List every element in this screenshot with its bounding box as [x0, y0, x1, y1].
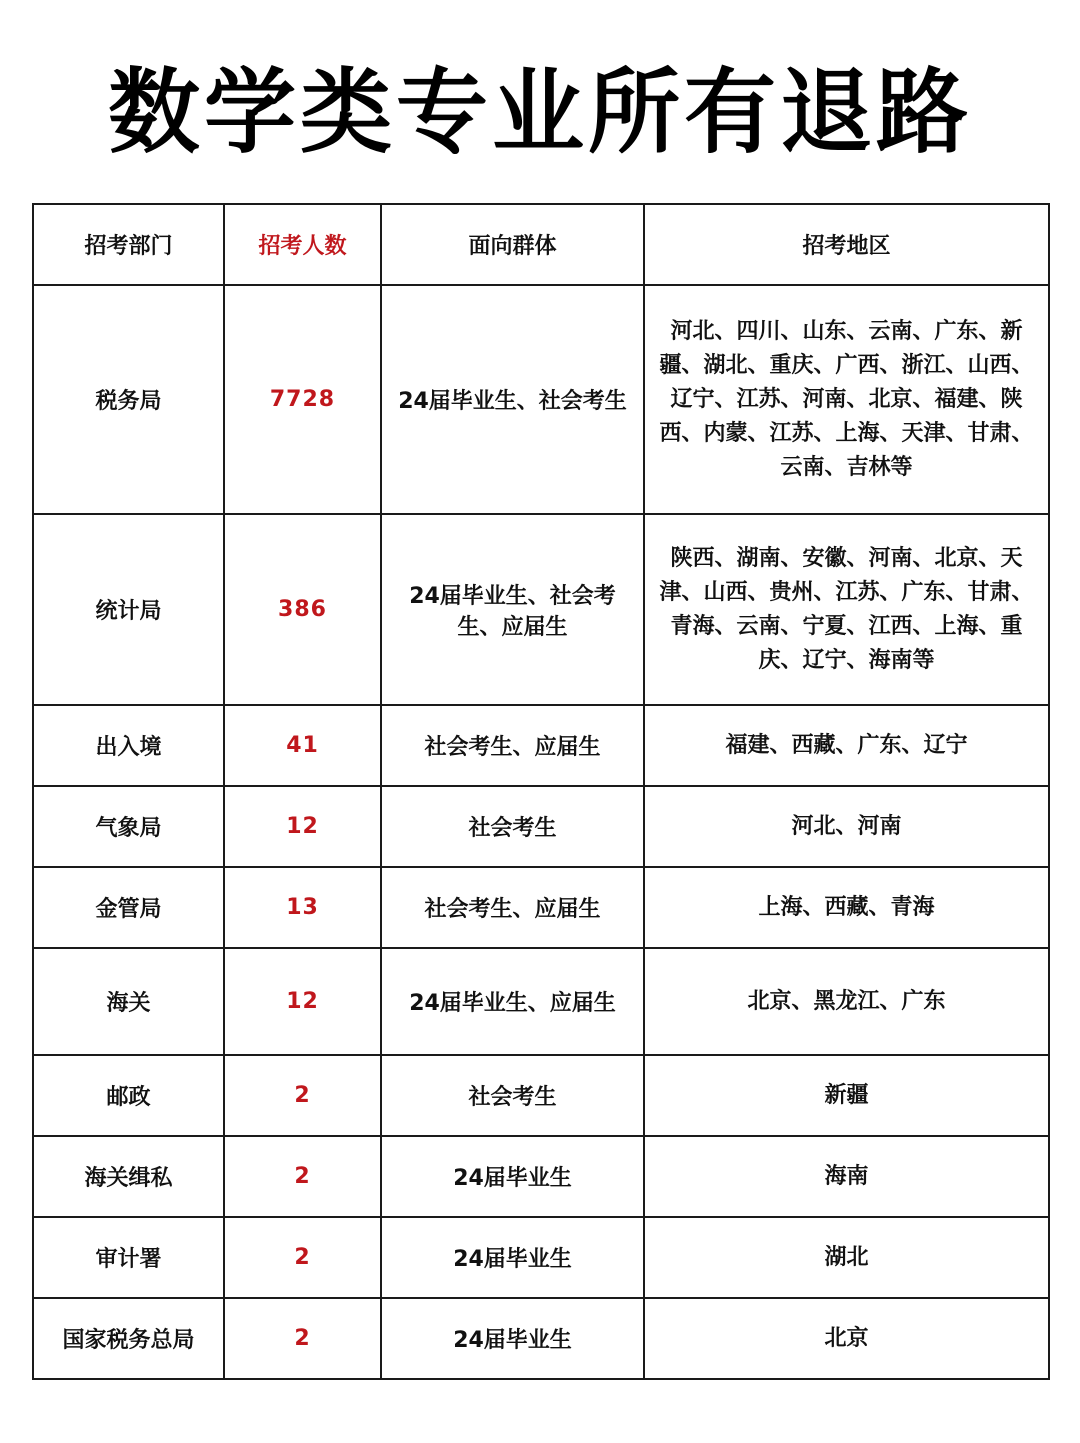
header-dept: 招考部门: [33, 204, 224, 285]
table-row: [33, 1136, 1049, 1217]
count-cell: 7728: [224, 285, 381, 514]
count-cell: 2: [224, 1136, 381, 1217]
dept-cell: 气象局: [33, 786, 224, 867]
count-cell: 2: [224, 1217, 381, 1298]
group-cell: 社会考生、应届生: [381, 867, 644, 948]
region-cell: 福建、西藏、广东、辽宁: [644, 705, 1049, 786]
group-cell: 24届毕业生、社会考生、应届生: [381, 514, 644, 705]
group-cell: 社会考生: [381, 1055, 644, 1136]
recruitment-table: [32, 203, 1050, 1380]
table-row: [33, 285, 1049, 514]
region-cell: 海南: [644, 1136, 1049, 1217]
header-count: 招考人数: [224, 204, 381, 285]
group-cell: 24届毕业生: [381, 1136, 644, 1217]
table-row: [33, 786, 1049, 867]
table-row: [33, 867, 1049, 948]
dept-cell: 金管局: [33, 867, 224, 948]
table-row: [33, 705, 1049, 786]
page-title: 数学类专业所有退路: [107, 59, 972, 166]
region-cell: 湖北: [644, 1217, 1049, 1298]
region-cell: 北京、黑龙江、广东: [644, 948, 1049, 1055]
group-cell: 24届毕业生、社会考生: [381, 285, 644, 514]
count-cell: 12: [224, 948, 381, 1055]
region-cell: 上海、西藏、青海: [644, 867, 1049, 948]
count-cell: 2: [224, 1298, 381, 1379]
group-cell: 社会考生、应届生: [381, 705, 644, 786]
count-cell: 12: [224, 786, 381, 867]
header-group: 面向群体: [381, 204, 644, 285]
dept-cell: 统计局: [33, 514, 224, 705]
dept-cell: 海关缉私: [33, 1136, 224, 1217]
region-cell: 陕西、湖南、安徽、河南、北京、天津、山西、贵州、江苏、广东、甘肃、青海、云南、宁夏、江西、上海、重庆、辽宁、海南等: [644, 514, 1049, 705]
region-cell: 新疆: [644, 1055, 1049, 1136]
dept-cell: 审计署: [33, 1217, 224, 1298]
dept-cell: 税务局: [33, 285, 224, 514]
group-cell: 24届毕业生: [381, 1298, 644, 1379]
table-row: [33, 1055, 1049, 1136]
region-cell: 河北、河南: [644, 786, 1049, 867]
region-cell: 河北、四川、山东、云南、广东、新疆、湖北、重庆、广西、浙江、山西、辽宁、江苏、河南、北京、福建、陕西、内蒙、江苏、上海、天津、甘肃、云南、吉林等: [644, 285, 1049, 514]
count-cell: 13: [224, 867, 381, 948]
group-cell: 24届毕业生: [381, 1217, 644, 1298]
table-row: [33, 514, 1049, 705]
group-cell: 24届毕业生、应届生: [381, 948, 644, 1055]
dept-cell: 出入境: [33, 705, 224, 786]
dept-cell: 邮政: [33, 1055, 224, 1136]
header-region: 招考地区: [644, 204, 1049, 285]
group-cell: 社会考生: [381, 786, 644, 867]
count-cell: 2: [224, 1055, 381, 1136]
count-cell: 386: [224, 514, 381, 705]
table-row: [33, 948, 1049, 1055]
dept-cell: 国家税务总局: [33, 1298, 224, 1379]
table-row: [33, 1298, 1049, 1379]
region-cell: 北京: [644, 1298, 1049, 1379]
table-header-row: [33, 204, 1049, 285]
table-row: [33, 1217, 1049, 1298]
count-cell: 41: [224, 705, 381, 786]
dept-cell: 海关: [33, 948, 224, 1055]
